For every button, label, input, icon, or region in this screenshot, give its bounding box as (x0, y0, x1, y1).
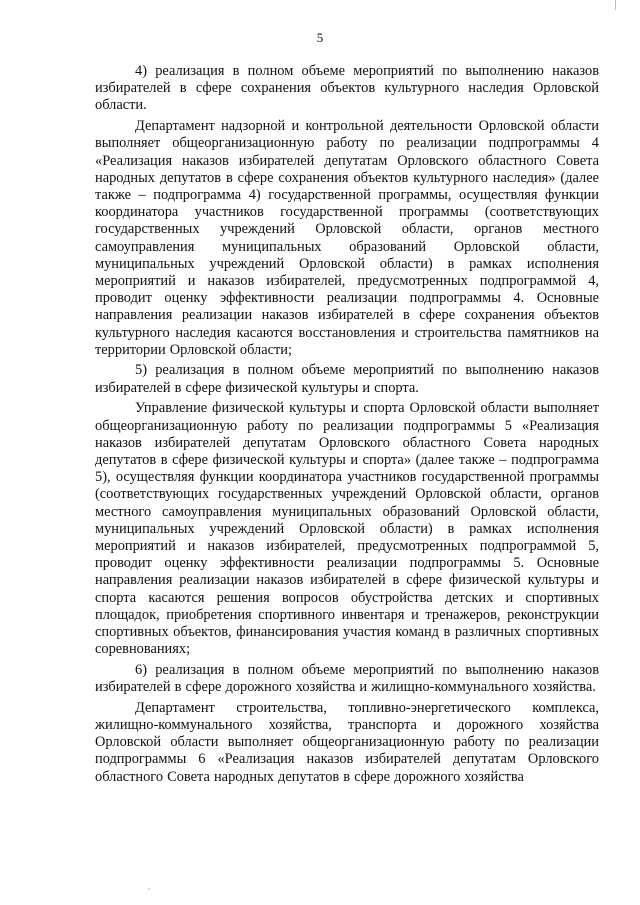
paragraph-item-6-roads-housing: 6) реализация в полном объеме мероприятий по выполнению наказов избирателей в сфере дорожного хозяйства и жилищно-коммунального хозяйства. (95, 661, 599, 696)
paragraph-sport-department: Управление физической культуры и спорта Орловской области выполняет общеорганизационную работу по реализации подпрограммы 5 «Реализация наказов избирателей депутатам Орловского областного Совета народных депутатов в сфере физической культуры и спорта» (далее также – подпрограмма 5), осуществляя функции координатора участников государственной программы (соответствующих государственных учреждений Орловской области, органов местного самоуправления муниципальных образований Орловской области, муниципальных учреждений Орловской области) в рамках исполнения мероприятий и наказов избирателей, предусмотренных подпрограммой 5, проводит оценку эффективности реализации подпрограммы 5. Основные направления реализации наказов избирателей в сфере физической культуры и спорта касаются решения вопросов обустройства детских и спортивных площадок, приобретения спортивного инвентаря и тренажеров, реконструкции спортивных объектов, финансирования участия команд в различных спортивных соревнованиях; (95, 400, 599, 658)
paragraph-item-4-heritage: 4) реализация в полном объеме мероприятий по выполнению наказов избирателей в сфере сохранения объектов культурного наследия Орловской области. (95, 63, 599, 114)
paragraph-heritage-department: Департамент надзорной и контрольной деятельности Орловской области выполняет общеорганизационную работу по реализации подпрограммы 4 «Реализация наказов избирателей депутатам Орловского областного Совета народных депутатов в сфере сохранения объектов культурного наследия» (далее также – подпрограмма 4) государственной программы, осуществляя функции координатора участников государственной программы (соответствующих государственных учреждений Орловской области, органов местного самоуправления муниципальных образований Орловской области, муниципальных учреждений Орловской области) в рамках исполнения мероприятий и наказов избирателей, предусмотренных подпрограммой 4, проводит оценку эффективности реализации подпрограммы 4. Основные направления реализации наказов избирателей в сфере сохранения объектов культурного наследия касаются восстановления и строительства памятников на территории Орловской области; (95, 118, 599, 358)
scan-speck (148, 888, 150, 890)
page-number: 5 (316, 30, 324, 45)
scan-mark (615, 0, 616, 10)
paragraph-item-5-sport: 5) реализация в полном объеме мероприятий по выполнению наказов избирателей в сфере физической культуры и спорта. (95, 362, 599, 396)
document-body (95, 63, 599, 786)
paragraph-construction-department: Департамент строительства, топливно-энергетического комплекса, жилищно-коммунального хозяйства, транспорта и дорожного хозяйства Орловской области выполняет общеорганизационную работу по реализации подпрограммы 6 «Реализация наказов избирателей депутатам Орловского областного Совета народных депутатов в сфере дорожного хозяйства (95, 699, 599, 785)
